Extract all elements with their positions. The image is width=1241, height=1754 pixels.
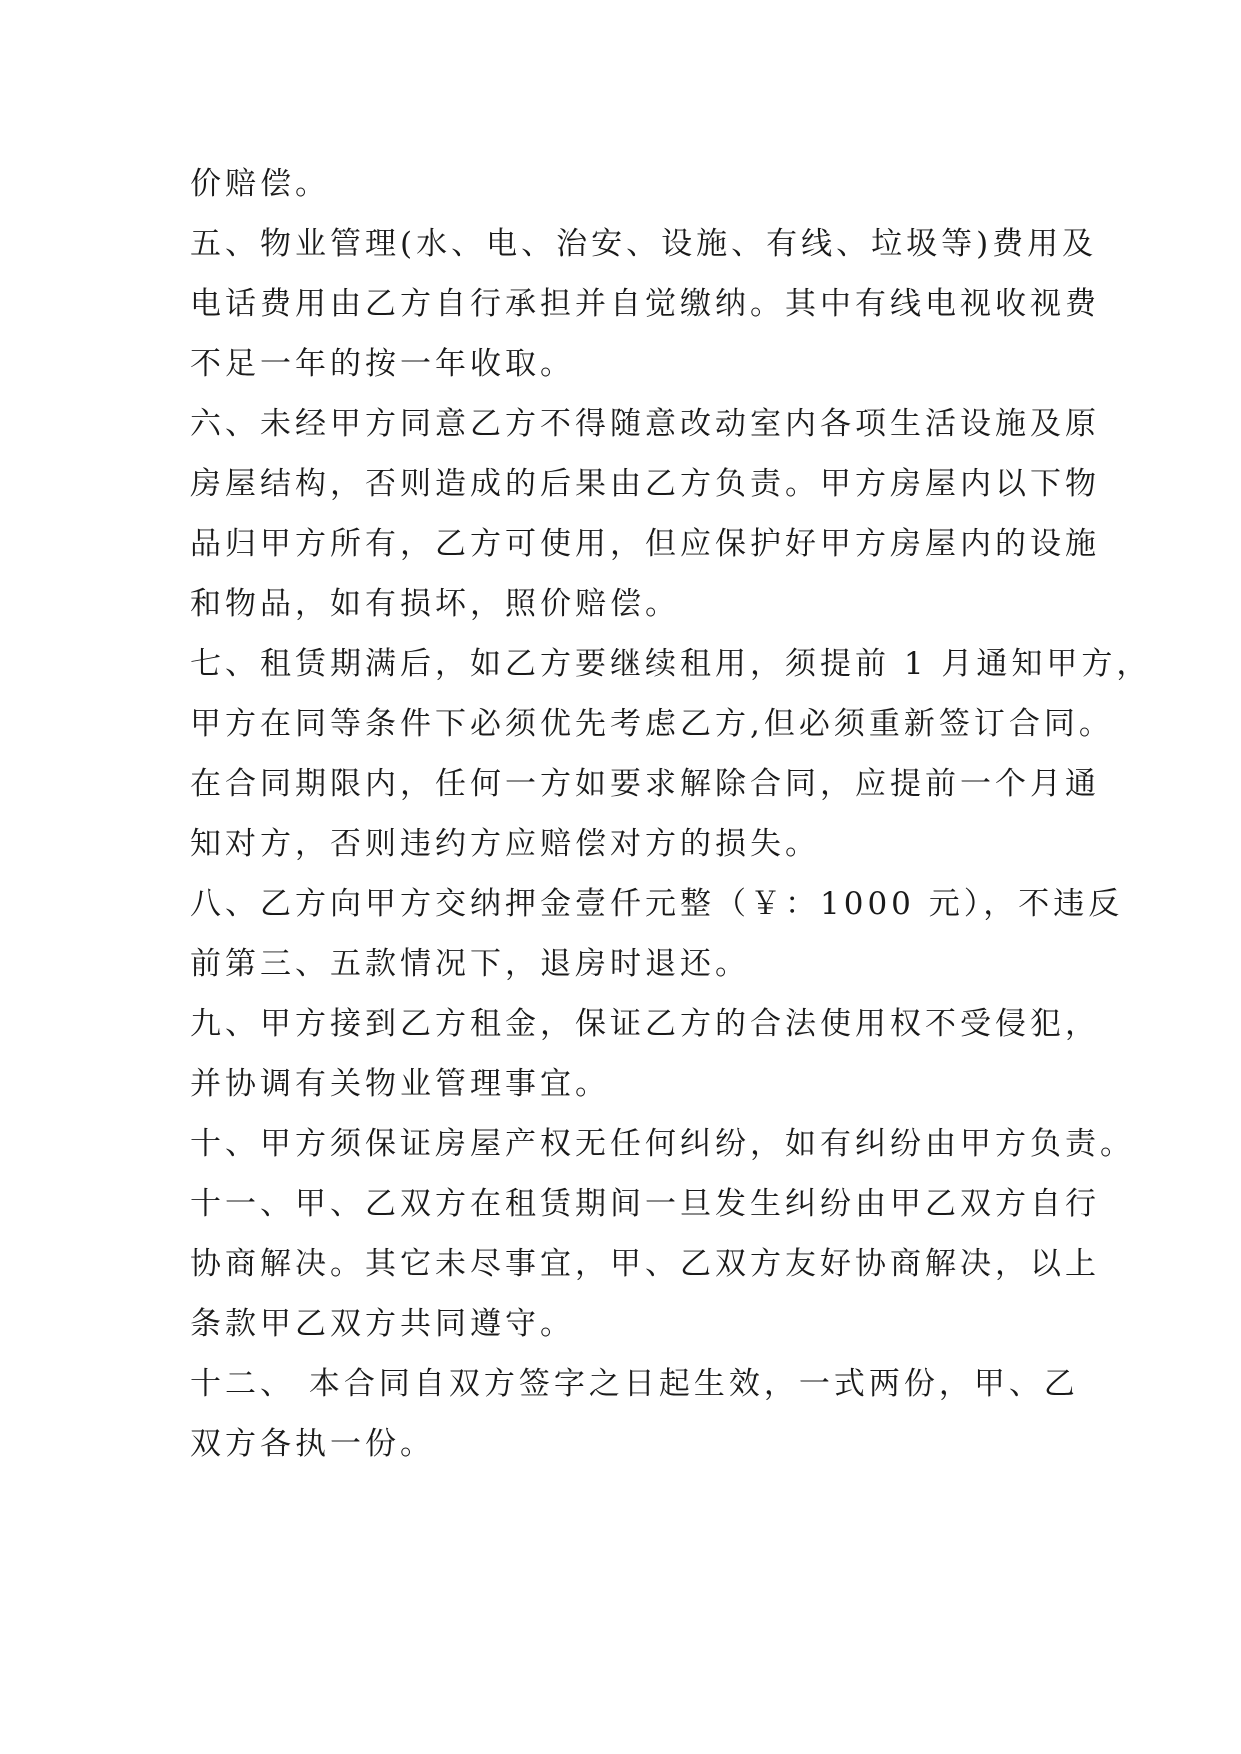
text-line: 九、甲方接到乙方租金，保证乙方的合法使用权不受侵犯， (190, 1006, 1100, 1042)
text-line: 五、物业管理(水、电、治安、设施、有线、垃圾等)费用及 (190, 226, 1098, 262)
text-line: 十、甲方须保证房屋产权无任何纠纷，如有纠纷由甲方负责。 (190, 1126, 1135, 1162)
text-line: 甲方在同等条件下必须优先考虑乙方,但必须重新签订合同。 (190, 706, 1114, 742)
text-line: 品归甲方所有，乙方可使用，但应保护好甲方房屋内的设施 (190, 526, 1100, 562)
text-line: 协商解决。其它未尽事宜，甲、乙双方友好协商解决，以上 (190, 1246, 1100, 1282)
text-line: 在合同期限内，任何一方如要求解除合同，应提前一个月通 (190, 766, 1100, 802)
text-line: 十二、 本合同自双方签字之日起生效，一式两份，甲、乙 (190, 1366, 1079, 1402)
text-line: 六、未经甲方同意乙方不得随意改动室内各项生活设施及原 (190, 406, 1100, 442)
text-line: 八、乙方向甲方交纳押金壹仟元整（￥：1000 元），不违反 (190, 886, 1124, 922)
text-line: 知对方，否则违约方应赔偿对方的损失。 (190, 826, 820, 862)
text-line: 并协调有关物业管理事宜。 (190, 1066, 610, 1102)
text-line: 价赔偿。 (190, 166, 330, 202)
text-line: 前第三、五款情况下，退房时退还。 (190, 946, 750, 982)
text-line: 和物品，如有损坏，照价赔偿。 (190, 586, 680, 622)
text-line: 十一、甲、乙双方在租赁期间一旦发生纠纷由甲乙双方自行 (190, 1186, 1100, 1222)
text-line: 不足一年的按一年收取。 (190, 346, 575, 382)
contract-text (190, 154, 1152, 1474)
text-line: 七、租赁期满后，如乙方要继续租用，须提前 1 月通知甲方， (190, 646, 1152, 682)
text-line: 房屋结构，否则造成的后果由乙方负责。甲方房屋内以下物 (190, 466, 1100, 502)
text-line: 条款甲乙双方共同遵守。 (190, 1306, 575, 1342)
text-line: 双方各执一份。 (190, 1426, 435, 1462)
text-line: 电话费用由乙方自行承担并自觉缴纳。其中有线电视收视费 (190, 286, 1100, 322)
